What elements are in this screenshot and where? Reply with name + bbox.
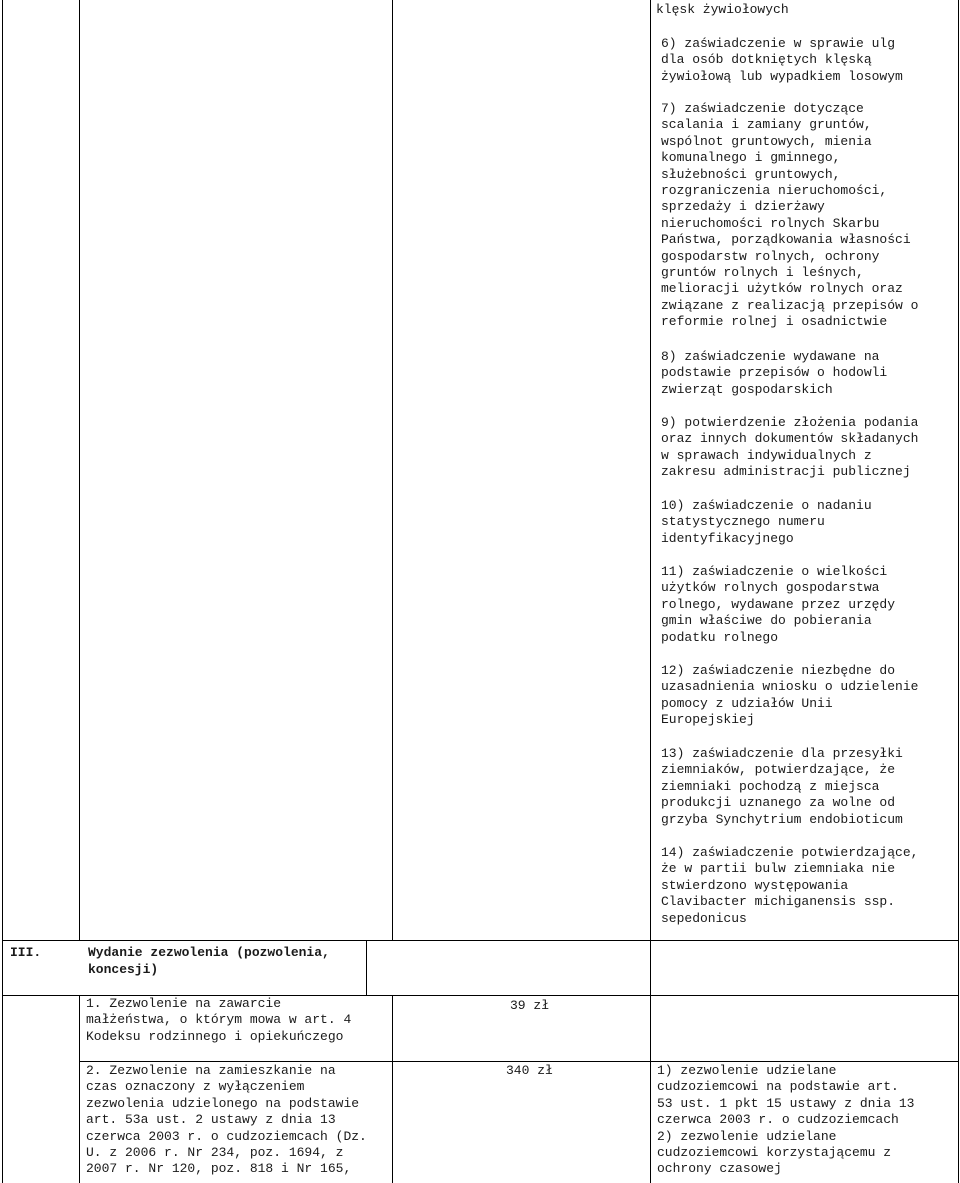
- text-line: 6) zaświadczenie w sprawie ulg: [661, 36, 896, 51]
- text-line: scalania i zamiany gruntów,: [661, 117, 872, 133]
- grid-line-section-top: [2, 940, 959, 941]
- text-line: małżeństwa, o którym mowa w art. 4: [86, 1012, 352, 1028]
- remark-item-9: [661, 415, 918, 481]
- text-line: zakresu administracji publicznej: [661, 464, 911, 480]
- remark-item-7: [661, 101, 918, 331]
- text-line: sprzedaży i dzierżawy: [661, 199, 825, 215]
- text-line: gospodarstw rolnych, ochrony: [661, 248, 880, 264]
- text-line: 9) potwierdzenie złożenia podania: [661, 415, 919, 430]
- text-line: 7) zaświadczenie dotyczące: [661, 101, 864, 116]
- text-line: 53 ust. 1 pkt 15 ustawy z dnia 13: [657, 1095, 915, 1111]
- grid-line-row2-top: [79, 1061, 959, 1062]
- row-2-fee: 340 zł: [506, 1063, 553, 1078]
- text-line: 10) zaświadczenie o nadaniu: [661, 498, 872, 513]
- grid-line-col3: [650, 0, 651, 1183]
- grid-line-right: [958, 0, 959, 1183]
- text-line: czerwca 2003 r. o cudzoziemcach (Dz.: [86, 1128, 367, 1144]
- text-line: Kodeksu rodzinnego i opiekuńczego: [86, 1028, 344, 1044]
- text-line: identyfikacyjnego: [661, 530, 794, 546]
- text-line: podstawie przepisów o hodowli: [661, 365, 888, 381]
- remark-item-5-tail: [656, 2, 789, 18]
- grid-line-col1: [79, 0, 80, 940]
- text-line: 13) zaświadczenie dla przesyłki: [661, 746, 903, 761]
- section-title-line2: koncesji): [88, 962, 159, 977]
- remark-item-6: [661, 36, 903, 85]
- text-line: związane z realizacją przepisów o: [661, 297, 919, 313]
- text-line: 2) zezwolenie udzielane: [657, 1128, 837, 1144]
- text-line: reformie rolnej i osadnictwie: [661, 314, 888, 330]
- text-line: sepedonicus: [661, 910, 747, 926]
- text-line: produkcji uznanego za wolne od: [661, 795, 896, 811]
- text-line: czas oznaczony z wyłączeniem: [86, 1079, 305, 1095]
- text-line: gruntów rolnych i leśnych,: [661, 265, 864, 281]
- text-line: 2007 r. Nr 120, poz. 818 i Nr 165,: [86, 1161, 352, 1177]
- text-line: grzyba Synchytrium endobioticum: [661, 811, 903, 827]
- text-line: w sprawach indywidualnych z: [661, 447, 872, 463]
- remark-item-14: [661, 845, 918, 927]
- text-line: wspólnot gruntowych, mienia: [661, 133, 872, 149]
- text-line: rozgraniczenia nieruchomości,: [661, 183, 888, 199]
- text-line: 12) zaświadczenie niezbędne do: [661, 663, 896, 678]
- text-line: 1. Zezwolenie na zawarcie: [86, 996, 282, 1011]
- text-line: Europejskiej: [661, 712, 755, 728]
- text-line: żywiołową lub wypadkiem losowym: [661, 68, 903, 84]
- text-line: komunalnego i gminnego,: [661, 150, 841, 166]
- text-line: 14) zaświadczenie potwierdzające,: [661, 845, 919, 860]
- text-line: służebności gruntowych,: [661, 166, 841, 182]
- text-line: cudzoziemcowi korzystającemu z: [657, 1145, 892, 1161]
- remark-item-13: [661, 746, 903, 828]
- text-line: nieruchomości rolnych Skarbu: [661, 215, 880, 231]
- text-line: uzasadnienia wniosku o udzielenie: [661, 679, 919, 695]
- text-line: zezwolenia udzielonego na podstawie: [86, 1095, 360, 1111]
- text-line: 11) zaświadczenie o wielkości: [661, 564, 888, 579]
- remark-item-10: [661, 498, 872, 547]
- text-line: klęsk żywiołowych: [656, 2, 789, 17]
- text-line: rolnego, wydawane przez urzędy: [661, 596, 896, 612]
- text-line: Państwa, porządkowania własności: [661, 232, 911, 248]
- grid-line-section-right: [366, 940, 367, 995]
- row-2-remarks: [657, 1063, 914, 1178]
- text-line: gmin właściwe do pobierania: [661, 613, 872, 629]
- text-line: melioracji użytków rolnych oraz: [661, 281, 903, 297]
- text-line: 8) zaświadczenie wydawane na: [661, 349, 880, 364]
- remark-item-12: [661, 663, 918, 729]
- text-line: 1) zezwolenie udzielane: [657, 1063, 837, 1078]
- text-line: cudzoziemcowi na podstawie art.: [657, 1079, 899, 1095]
- text-line: U. z 2006 r. Nr 234, poz. 1694, z: [86, 1145, 344, 1161]
- grid-line-left: [2, 0, 3, 1183]
- text-line: ziemniaków, potwierdzające, że: [661, 762, 896, 778]
- text-line: oraz innych dokumentów składanych: [661, 431, 919, 447]
- text-line: zwierząt gospodarskich: [661, 381, 833, 397]
- text-line: art. 53a ust. 2 ustawy z dnia 13: [86, 1112, 336, 1128]
- text-line: że w partii bulw ziemniaka nie: [661, 861, 896, 877]
- text-line: ochrony czasowej: [657, 1161, 782, 1177]
- remark-item-8: [661, 349, 887, 398]
- grid-line-fee-right: [650, 940, 651, 995]
- section-number: III.: [10, 945, 42, 960]
- row-2-description: [86, 1063, 367, 1178]
- text-line: statystycznego numeru: [661, 514, 825, 530]
- text-line: podatku rolnego: [661, 629, 779, 645]
- row-1-description: [86, 996, 351, 1045]
- row-1-fee: 39 zł: [510, 998, 550, 1013]
- grid-line-col2-b: [392, 995, 393, 1183]
- text-line: pomocy z udziałów Unii: [661, 695, 833, 711]
- text-line: czerwca 2003 r. o cudzoziemcach: [657, 1112, 899, 1128]
- text-line: Clavibacter michiganensis ssp.: [661, 894, 896, 910]
- text-line: 2. Zezwolenie na zamieszkanie na: [86, 1063, 336, 1078]
- grid-line-col1-lower: [79, 995, 80, 1183]
- text-line: ziemniaki pochodzą z miejsca: [661, 778, 880, 794]
- grid-line-col2-a: [392, 0, 393, 940]
- remark-item-11: [661, 564, 895, 646]
- text-line: użytków rolnych gospodarstwa: [661, 580, 880, 596]
- text-line: dla osób dotkniętych klęską: [661, 52, 872, 68]
- text-line: stwierdzono występowania: [661, 877, 849, 893]
- section-title-line1: Wydanie zezwolenia (pozwolenia,: [88, 945, 330, 960]
